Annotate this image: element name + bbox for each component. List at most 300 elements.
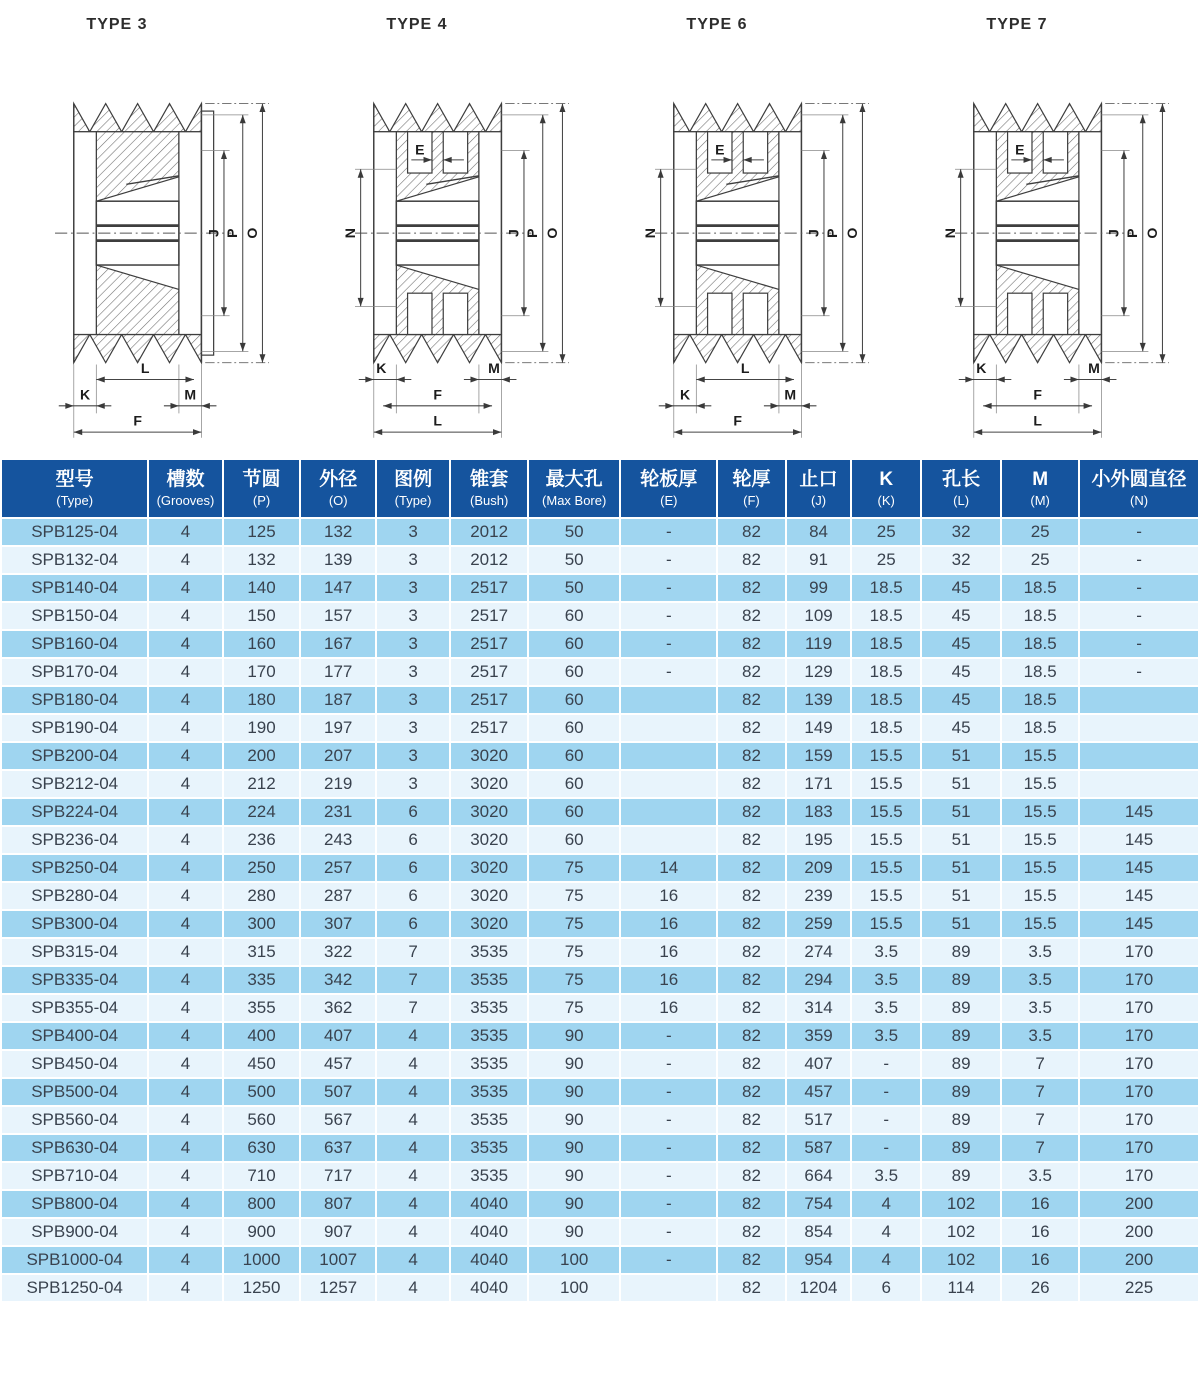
value-cell: 90 — [528, 1134, 620, 1162]
column-header — [786, 459, 852, 518]
value-cell: 82 — [717, 714, 785, 742]
value-cell: 60 — [528, 714, 620, 742]
column-title-en: (P) — [252, 492, 271, 508]
value-cell: 4 — [376, 1246, 450, 1274]
value-cell: 18.5 — [1001, 686, 1079, 714]
value-cell: 60 — [528, 686, 620, 714]
value-cell: 560 — [223, 1106, 301, 1134]
value-cell: 4 — [851, 1190, 920, 1218]
pulley-diagram-type-6 — [606, 36, 888, 449]
value-cell: 3020 — [450, 854, 528, 882]
drawing-title-type-4: TYPE 4 — [386, 16, 448, 33]
value-cell: - — [851, 1134, 920, 1162]
value-cell: 18.5 — [851, 658, 920, 686]
value-cell: 800 — [223, 1190, 301, 1218]
value-cell: 3 — [376, 686, 450, 714]
value-cell: 3535 — [450, 1078, 528, 1106]
dim-label-p: P — [224, 228, 241, 238]
value-cell: 407 — [786, 1050, 852, 1078]
value-cell: 82 — [717, 658, 785, 686]
value-cell: 224 — [223, 798, 301, 826]
table-row — [1, 770, 1199, 798]
value-cell: - — [620, 1190, 717, 1218]
value-cell: 150 — [223, 602, 301, 630]
column-title-zh: M — [1032, 469, 1049, 490]
dim-label-o: O — [543, 227, 560, 239]
value-cell: 954 — [786, 1246, 852, 1274]
column-header — [300, 459, 375, 518]
column-title-zh: 小外圆直径 — [1091, 469, 1187, 490]
dim-label-j: J — [805, 229, 822, 238]
value-cell: 82 — [717, 910, 785, 938]
value-cell: 75 — [528, 854, 620, 882]
spec-table — [0, 458, 1200, 1303]
value-cell: 219 — [300, 770, 375, 798]
value-cell: 82 — [717, 1190, 785, 1218]
value-cell: 60 — [528, 770, 620, 798]
dim-label-e: E — [1015, 141, 1025, 158]
value-cell: 3.5 — [1001, 1022, 1079, 1050]
value-cell: 145 — [1079, 882, 1199, 910]
model-cell: SPB250-04 — [1, 854, 148, 882]
value-cell: 15.5 — [1001, 854, 1079, 882]
drawing-title-type-6: TYPE 6 — [686, 16, 748, 33]
model-cell: SPB335-04 — [1, 966, 148, 994]
dim-label-k: K — [679, 386, 691, 403]
table-row — [1, 1190, 1199, 1218]
model-cell: SPB800-04 — [1, 1190, 148, 1218]
value-cell: 190 — [223, 714, 301, 742]
value-cell: 4 — [376, 1162, 450, 1190]
value-cell: 587 — [786, 1134, 852, 1162]
value-cell: 60 — [528, 630, 620, 658]
value-cell: 630 — [223, 1134, 301, 1162]
value-cell: 15.5 — [851, 770, 920, 798]
column-title-zh: 孔长 — [942, 469, 981, 490]
value-cell: 315 — [223, 938, 301, 966]
model-cell: SPB300-04 — [1, 910, 148, 938]
spec-table-header — [1, 459, 1199, 518]
value-cell: 15.5 — [1001, 742, 1079, 770]
dim-label-l: L — [140, 359, 150, 376]
value-cell: 50 — [528, 546, 620, 574]
column-header — [528, 459, 620, 518]
value-cell: - — [620, 546, 717, 574]
table-row — [1, 1078, 1199, 1106]
value-cell: 15.5 — [1001, 910, 1079, 938]
model-cell: SPB150-04 — [1, 602, 148, 630]
column-header — [223, 459, 301, 518]
value-cell: 236 — [223, 826, 301, 854]
value-cell: 170 — [1079, 1050, 1199, 1078]
value-cell: 3 — [376, 630, 450, 658]
value-cell: 4 — [148, 1134, 222, 1162]
value-cell: 4 — [376, 1190, 450, 1218]
value-cell: 60 — [528, 658, 620, 686]
dim-label-n: N — [642, 228, 659, 239]
value-cell: 3535 — [450, 966, 528, 994]
value-cell: 15.5 — [851, 910, 920, 938]
column-header — [1001, 459, 1079, 518]
value-cell — [1079, 714, 1199, 742]
value-cell: 89 — [921, 1050, 1001, 1078]
value-cell: 82 — [717, 1050, 785, 1078]
value-cell: 89 — [921, 1134, 1001, 1162]
value-cell — [620, 686, 717, 714]
dim-label-o: O — [843, 227, 860, 239]
dim-label-o: O — [1143, 227, 1160, 239]
value-cell: 2517 — [450, 686, 528, 714]
value-cell: 3.5 — [1001, 966, 1079, 994]
value-cell: 18.5 — [1001, 574, 1079, 602]
value-cell: 89 — [921, 1162, 1001, 1190]
value-cell: 195 — [786, 826, 852, 854]
value-cell: 2517 — [450, 574, 528, 602]
model-cell: SPB280-04 — [1, 882, 148, 910]
value-cell: 4 — [148, 798, 222, 826]
value-cell: 6 — [851, 1274, 920, 1302]
value-cell: 314 — [786, 994, 852, 1022]
column-header — [450, 459, 528, 518]
table-row — [1, 546, 1199, 574]
value-cell: 82 — [717, 1162, 785, 1190]
value-cell: 26 — [1001, 1274, 1079, 1302]
column-title-en: (F) — [743, 492, 760, 508]
dim-label-l: L — [740, 359, 750, 376]
value-cell: 82 — [717, 854, 785, 882]
value-cell: 4 — [148, 1190, 222, 1218]
value-cell — [1079, 742, 1199, 770]
value-cell: 274 — [786, 938, 852, 966]
value-cell: 7 — [376, 966, 450, 994]
value-cell: 7 — [1001, 1134, 1079, 1162]
table-row — [1, 1050, 1199, 1078]
value-cell: 125 — [223, 518, 301, 546]
value-cell: 60 — [528, 742, 620, 770]
value-cell: 45 — [921, 686, 1001, 714]
value-cell: 4 — [148, 1050, 222, 1078]
model-cell: SPB125-04 — [1, 518, 148, 546]
pulley-drawing-type-3 — [0, 0, 300, 458]
value-cell: 3 — [376, 546, 450, 574]
value-cell: 90 — [528, 1218, 620, 1246]
value-cell: 250 — [223, 854, 301, 882]
value-cell: 7 — [376, 938, 450, 966]
model-cell: SPB315-04 — [1, 938, 148, 966]
value-cell: 82 — [717, 798, 785, 826]
table-row — [1, 602, 1199, 630]
value-cell: 257 — [300, 854, 375, 882]
value-cell: 4040 — [450, 1190, 528, 1218]
dim-label-m: M — [184, 386, 197, 403]
value-cell: 197 — [300, 714, 375, 742]
column-title-zh: 图例 — [394, 469, 433, 490]
value-cell: 75 — [528, 910, 620, 938]
value-cell: 3.5 — [851, 1162, 920, 1190]
value-cell: 3 — [376, 658, 450, 686]
value-cell: 82 — [717, 966, 785, 994]
value-cell: 82 — [717, 574, 785, 602]
value-cell: 225 — [1079, 1274, 1199, 1302]
value-cell: 15.5 — [851, 882, 920, 910]
table-row — [1, 826, 1199, 854]
value-cell: 170 — [1079, 966, 1199, 994]
table-row — [1, 994, 1199, 1022]
value-cell: 82 — [717, 602, 785, 630]
value-cell: 664 — [786, 1162, 852, 1190]
value-cell: 18.5 — [1001, 658, 1079, 686]
value-cell: 51 — [921, 798, 1001, 826]
value-cell: 4 — [148, 826, 222, 854]
header-row — [1, 459, 1199, 518]
value-cell: 147 — [300, 574, 375, 602]
value-cell: 51 — [921, 770, 1001, 798]
model-cell: SPB500-04 — [1, 1078, 148, 1106]
value-cell: 75 — [528, 882, 620, 910]
value-cell: 82 — [717, 882, 785, 910]
column-title-zh: 槽数 — [166, 469, 205, 490]
value-cell: 7 — [1001, 1106, 1079, 1134]
value-cell: 51 — [921, 826, 1001, 854]
model-cell: SPB630-04 — [1, 1134, 148, 1162]
value-cell: 1257 — [300, 1274, 375, 1302]
dim-label-k: K — [976, 359, 987, 376]
column-title-en: (Grooves) — [156, 492, 215, 508]
value-cell: 335 — [223, 966, 301, 994]
model-cell: SPB1000-04 — [1, 1246, 148, 1274]
dim-label-p: P — [1124, 228, 1141, 238]
value-cell: 89 — [921, 938, 1001, 966]
column-header — [717, 459, 785, 518]
value-cell: 100 — [528, 1246, 620, 1274]
value-cell: 90 — [528, 1190, 620, 1218]
value-cell: 25 — [1001, 546, 1079, 574]
value-cell: - — [620, 1134, 717, 1162]
table-row — [1, 742, 1199, 770]
value-cell: 209 — [786, 854, 852, 882]
table-row — [1, 1022, 1199, 1050]
value-cell: 91 — [786, 546, 852, 574]
value-cell: 60 — [528, 602, 620, 630]
value-cell: 4040 — [450, 1218, 528, 1246]
table-row — [1, 518, 1199, 546]
value-cell: 82 — [717, 686, 785, 714]
value-cell: 18.5 — [851, 574, 920, 602]
drawing-title-type-7: TYPE 7 — [986, 16, 1048, 33]
value-cell — [1079, 770, 1199, 798]
value-cell: 18.5 — [1001, 714, 1079, 742]
table-row — [1, 1246, 1199, 1274]
value-cell: 6 — [376, 882, 450, 910]
value-cell — [620, 714, 717, 742]
table-row — [1, 798, 1199, 826]
value-cell: 149 — [786, 714, 852, 742]
value-cell: 18.5 — [851, 714, 920, 742]
table-row — [1, 714, 1199, 742]
value-cell: 45 — [921, 574, 1001, 602]
value-cell: 45 — [921, 714, 1001, 742]
value-cell: 4 — [376, 1134, 450, 1162]
value-cell: 170 — [1079, 994, 1199, 1022]
table-row — [1, 574, 1199, 602]
value-cell: - — [620, 1162, 717, 1190]
value-cell: 280 — [223, 882, 301, 910]
value-cell: 82 — [717, 1078, 785, 1106]
value-cell: 114 — [921, 1274, 1001, 1302]
value-cell: 82 — [717, 994, 785, 1022]
value-cell: 82 — [717, 1218, 785, 1246]
value-cell: 109 — [786, 602, 852, 630]
value-cell: 132 — [300, 518, 375, 546]
column-title-en: (Max Bore) — [542, 492, 607, 508]
value-cell: 4 — [376, 1050, 450, 1078]
value-cell: 1000 — [223, 1246, 301, 1274]
value-cell: 2517 — [450, 602, 528, 630]
value-cell: 18.5 — [851, 630, 920, 658]
value-cell: 239 — [786, 882, 852, 910]
column-title-en: (M) — [1030, 492, 1050, 508]
value-cell: 507 — [300, 1078, 375, 1106]
pulley-diagram-type-7 — [906, 36, 1188, 449]
value-cell: 82 — [717, 742, 785, 770]
value-cell: - — [620, 658, 717, 686]
value-cell: 18.5 — [1001, 602, 1079, 630]
table-row — [1, 1162, 1199, 1190]
value-cell: 500 — [223, 1078, 301, 1106]
value-cell: 145 — [1079, 910, 1199, 938]
value-cell: 3535 — [450, 1050, 528, 1078]
value-cell: 90 — [528, 1162, 620, 1190]
dim-label-e: E — [715, 141, 725, 158]
value-cell: 300 — [223, 910, 301, 938]
value-cell: 84 — [786, 518, 852, 546]
value-cell: 3020 — [450, 882, 528, 910]
value-cell: 90 — [528, 1106, 620, 1134]
value-cell: 3 — [376, 742, 450, 770]
value-cell: 177 — [300, 658, 375, 686]
dim-label-p: P — [824, 228, 841, 238]
model-cell: SPB224-04 — [1, 798, 148, 826]
value-cell: 3020 — [450, 910, 528, 938]
value-cell: 82 — [717, 1274, 785, 1302]
value-cell: 2012 — [450, 546, 528, 574]
dim-label-f: F — [433, 386, 442, 403]
value-cell: 82 — [717, 630, 785, 658]
dim-label-l: L — [433, 412, 442, 429]
value-cell: 3535 — [450, 1162, 528, 1190]
dim-label-m: M — [1088, 359, 1100, 376]
spec-table-body — [1, 518, 1199, 1302]
value-cell: 1007 — [300, 1246, 375, 1274]
table-row — [1, 1106, 1199, 1134]
value-cell: 82 — [717, 1106, 785, 1134]
model-cell: SPB180-04 — [1, 686, 148, 714]
value-cell: 3 — [376, 574, 450, 602]
column-title-en: (Type) — [56, 492, 94, 508]
value-cell: 89 — [921, 994, 1001, 1022]
model-cell: SPB710-04 — [1, 1162, 148, 1190]
value-cell: 82 — [717, 518, 785, 546]
value-cell: 45 — [921, 630, 1001, 658]
dim-label-k: K — [376, 359, 387, 376]
value-cell: - — [620, 1246, 717, 1274]
value-cell: 342 — [300, 966, 375, 994]
value-cell: 7 — [376, 994, 450, 1022]
value-cell: 82 — [717, 546, 785, 574]
dim-label-n: N — [942, 228, 959, 239]
model-cell: SPB236-04 — [1, 826, 148, 854]
value-cell: 200 — [1079, 1218, 1199, 1246]
value-cell: 3535 — [450, 994, 528, 1022]
value-cell: 15.5 — [1001, 770, 1079, 798]
value-cell: 6 — [376, 854, 450, 882]
value-cell: 400 — [223, 1022, 301, 1050]
value-cell: 18.5 — [1001, 630, 1079, 658]
value-cell: 4 — [376, 1078, 450, 1106]
value-cell: 2012 — [450, 518, 528, 546]
value-cell: 307 — [300, 910, 375, 938]
value-cell: 102 — [921, 1246, 1001, 1274]
value-cell: 16 — [1001, 1218, 1079, 1246]
value-cell: 89 — [921, 1022, 1001, 1050]
model-cell: SPB132-04 — [1, 546, 148, 574]
value-cell: 362 — [300, 994, 375, 1022]
value-cell: - — [620, 1218, 717, 1246]
model-cell: SPB160-04 — [1, 630, 148, 658]
column-title-zh: 最大孔 — [545, 469, 603, 490]
value-cell: 4 — [148, 714, 222, 742]
dim-label-m: M — [784, 386, 797, 403]
value-cell: 4 — [851, 1246, 920, 1274]
value-cell: 207 — [300, 742, 375, 770]
value-cell: 355 — [223, 994, 301, 1022]
value-cell: 7 — [1001, 1078, 1079, 1106]
value-cell: - — [620, 1078, 717, 1106]
value-cell: 51 — [921, 882, 1001, 910]
value-cell: 710 — [223, 1162, 301, 1190]
value-cell: 170 — [1079, 1078, 1199, 1106]
value-cell: 322 — [300, 938, 375, 966]
value-cell: 4040 — [450, 1246, 528, 1274]
column-header — [620, 459, 717, 518]
value-cell: 4 — [148, 938, 222, 966]
value-cell: 170 — [1079, 938, 1199, 966]
value-cell: 75 — [528, 994, 620, 1022]
value-cell: 2517 — [450, 630, 528, 658]
value-cell: 3535 — [450, 1106, 528, 1134]
value-cell: 32 — [921, 518, 1001, 546]
value-cell: 4 — [148, 742, 222, 770]
value-cell: 4 — [148, 770, 222, 798]
table-row — [1, 630, 1199, 658]
value-cell: - — [1079, 518, 1199, 546]
column-header — [148, 459, 222, 518]
value-cell: 60 — [528, 798, 620, 826]
value-cell: 4 — [148, 994, 222, 1022]
value-cell: 3.5 — [1001, 938, 1079, 966]
value-cell: 4 — [148, 1218, 222, 1246]
table-row — [1, 686, 1199, 714]
value-cell: 129 — [786, 658, 852, 686]
value-cell: - — [1079, 546, 1199, 574]
value-cell: 200 — [223, 742, 301, 770]
value-cell: 100 — [528, 1274, 620, 1302]
value-cell: 457 — [786, 1078, 852, 1106]
pulley-drawing-type-6 — [600, 0, 900, 458]
value-cell: 15.5 — [851, 742, 920, 770]
value-cell: 18.5 — [851, 686, 920, 714]
dim-label-j: J — [1105, 229, 1122, 238]
